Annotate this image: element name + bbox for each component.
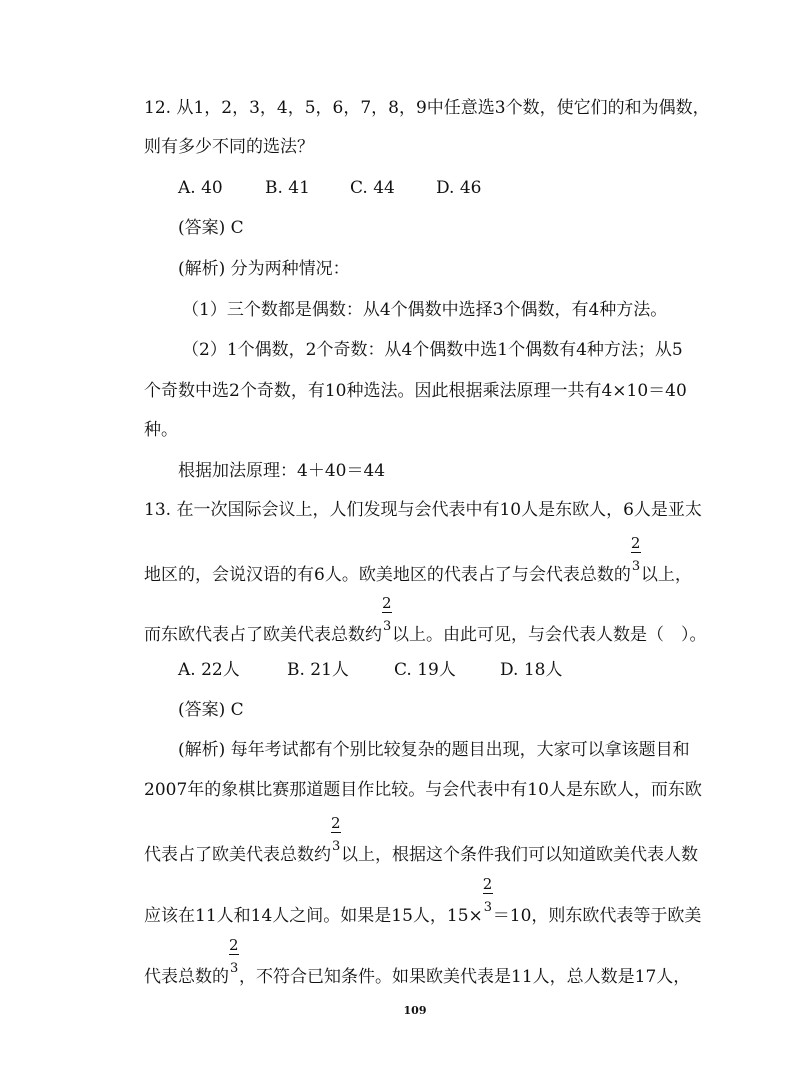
fraction-bar	[483, 893, 493, 894]
q13-stem-line3-text: 而东欧代表占了欧美代表总数约	[144, 625, 382, 645]
fraction-bar	[331, 832, 341, 833]
q13-analysis-line5-tail: ，不符合已知条件。如果欧美代表是11人，总人数是17人，	[239, 967, 691, 987]
q13-analysis-line4	[144, 875, 800, 927]
fraction-bar	[382, 612, 392, 613]
q13-analysis-line4-text: 应该在11人和14人之间。如果是15人，15×	[144, 906, 483, 926]
q13-option-c: C. 19人	[394, 660, 456, 680]
q13-analysis-line5-text: 代表总数的	[144, 967, 229, 987]
q13-answer: (答案) C	[178, 700, 244, 720]
fraction-two-thirds	[482, 875, 493, 921]
q12-case2-line1: （2）1个偶数，2个奇数：从4个偶数中选1个偶数有4种方法；从5	[182, 340, 683, 360]
fraction-denominator: 3	[230, 961, 239, 976]
fraction-two-thirds	[630, 534, 641, 580]
q13-stem-line1: 13. 在一次国际会议上，人们发现与会代表中有10人是东欧人，6人是亚太	[144, 500, 702, 520]
fraction-two-thirds	[382, 594, 392, 640]
q13-stem-line2	[144, 534, 800, 586]
fraction-numerator: 2	[482, 875, 493, 893]
fraction-denominator: 3	[483, 900, 493, 915]
q13-stem-line3	[144, 594, 800, 646]
fraction-two-thirds	[331, 814, 341, 860]
q13-stem-line2-text: 地区的，会说汉语的有6人。欧美地区的代表占了与会代表总数的	[144, 565, 631, 585]
q12-case2-line2: 个奇数中选2个奇数，有10种选法。因此根据乘法原理一共有4×10＝40	[144, 381, 687, 401]
q13-option-b: B. 21人	[287, 660, 349, 680]
fraction-numerator: 2	[331, 814, 341, 832]
fraction-numerator: 2	[229, 936, 239, 954]
q13-stem-line2-tail: 以上，	[640, 565, 692, 585]
fraction-bar	[229, 954, 239, 955]
fraction-two-thirds	[229, 936, 239, 982]
page-number: 109	[403, 1004, 427, 1017]
q12-stem-line2: 则有多少不同的选法？	[144, 137, 314, 157]
fraction-bar	[631, 552, 641, 553]
q12-option-c: C. 44	[350, 178, 395, 198]
q13-option-d: D. 18人	[500, 660, 563, 680]
q12-total: 根据加法原理：4＋40＝44	[178, 461, 386, 481]
fraction-numerator: 2	[630, 534, 641, 552]
q13-analysis-line1: (解析) 每年考试都有个别比较复杂的题目出现，大家可以拿该题目和	[178, 740, 690, 760]
q12-option-a: A. 40	[178, 178, 223, 198]
q13-analysis-line4-tail: ＝10，则东欧代表等于欧美	[492, 906, 702, 926]
q13-analysis-line2: 2007年的象棋比赛那道题目作比较。与会代表中有10人是东欧人，而东欧	[144, 780, 702, 800]
q12-case2-line3: 种。	[144, 420, 178, 440]
q13-analysis-line3-tail: 以上，根据这个条件我们可以知道欧美代表人数	[341, 845, 698, 865]
fraction-denominator: 3	[332, 839, 341, 854]
q13-stem-line3-tail: 以上。由此可见，与会代表人数是（ ）。	[392, 625, 707, 645]
fraction-denominator: 3	[383, 619, 392, 634]
q12-stem-line1: 12. 从1，2，3，4，5，6，7，8，9中任意选3个数，使它们的和为偶数，	[144, 98, 710, 118]
q12-case1: （1）三个数都是偶数：从4个偶数中选择3个偶数，有4种方法。	[182, 300, 668, 320]
fraction-numerator: 2	[382, 594, 392, 612]
q13-analysis-line5	[144, 936, 800, 988]
q12-analysis-head: (解析) 分为两种情况：	[178, 259, 350, 279]
q12-option-d: D. 46	[436, 178, 482, 198]
q13-analysis-line3	[144, 814, 800, 866]
fraction-denominator: 3	[631, 559, 641, 574]
q12-answer: (答案) C	[178, 218, 244, 238]
q12-option-b: B. 41	[265, 178, 310, 198]
q13-option-a: A. 22人	[178, 660, 240, 680]
q13-analysis-line3-text: 代表占了欧美代表总数约	[144, 845, 331, 865]
